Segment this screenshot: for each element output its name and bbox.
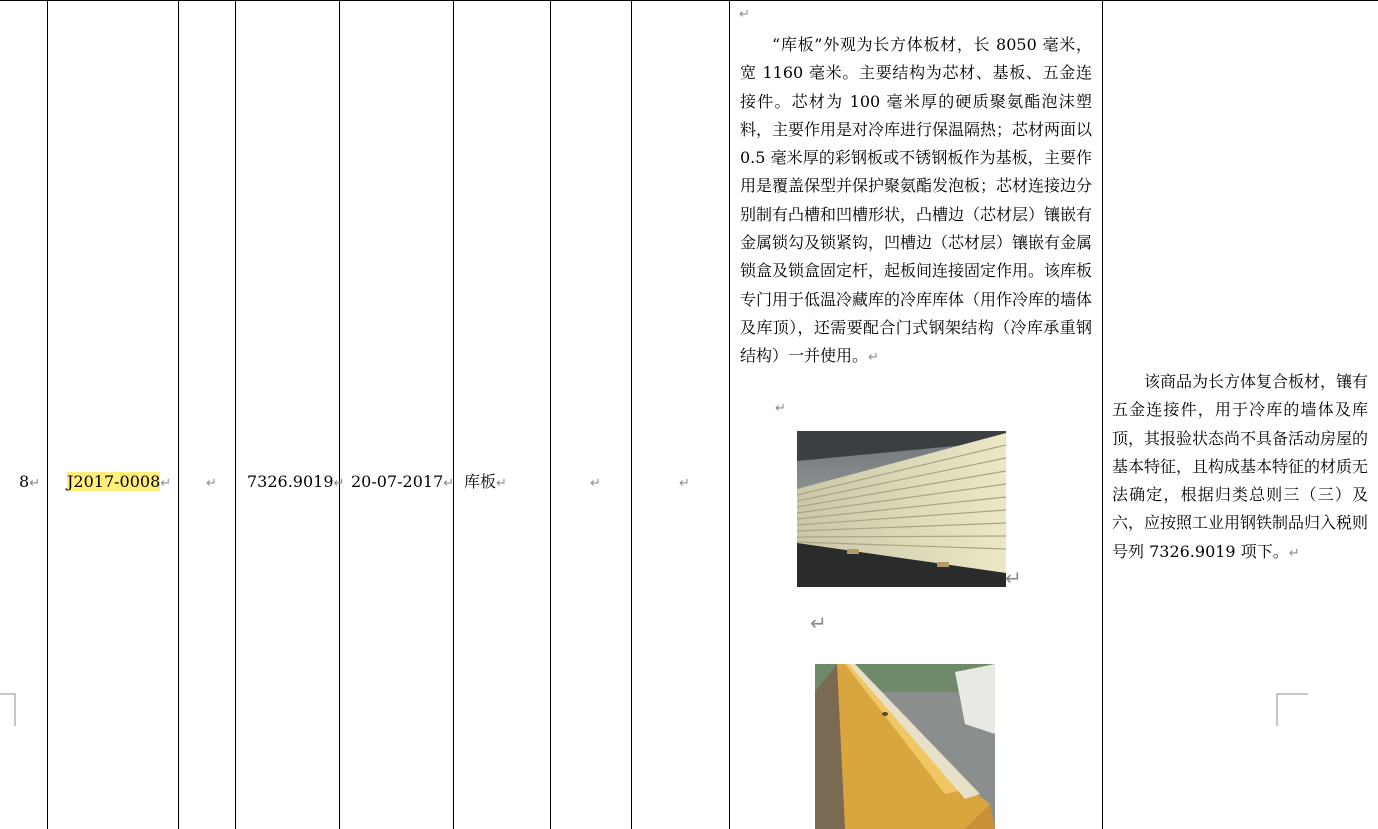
paragraph-mark: ↵ xyxy=(810,611,827,635)
page-corner-mark-left xyxy=(0,693,16,726)
panel-cross-section-photo xyxy=(815,664,995,829)
col7-cell xyxy=(590,473,601,493)
hs-code-cell xyxy=(247,473,344,493)
description-text: “库板”外观为长方体板材，长 8050 毫米，宽 1160 毫米。主要结构为芯材、基板、五金连接件。芯材为 100 毫米厚的硬质聚氨酯泡沫塑料，主要作用是对冷库进行保温隔热；芯材两面以 0.5 毫米厚的彩钢板或不锈钢板作为基板，主要作用是覆盖保型并保护聚氨酯发泡板；芯材连接边分别制有凸槽和凹槽形状，凸槽边（芯材层）镶嵌有金属锁勾及锁紧钩，凹槽边（芯材层）镶嵌有金属锁盒及锁盒固定杆，起板间连接固定作用。该库板专门用于低温冷藏库的冷库库体（用作冷库的墙体及库顶），还需要配合门式钢架结构（冷库承重钢结构）一并使用。 xyxy=(740,35,1093,366)
paragraph-mark: ↵ xyxy=(739,7,750,22)
col-divider-8 xyxy=(729,0,730,829)
stacked-cold-storage-panels-photo xyxy=(797,431,1006,587)
col-divider-6 xyxy=(550,0,551,829)
paragraph-mark: ↵ xyxy=(679,476,690,491)
col-divider-9 xyxy=(1102,0,1103,829)
doc-no-cell xyxy=(67,473,171,493)
name-cell xyxy=(464,473,507,493)
paragraph-mark: ↵ xyxy=(868,350,879,366)
col-divider-2 xyxy=(178,0,179,829)
seq-cell xyxy=(19,473,40,493)
paragraph-mark: ↵ xyxy=(1005,566,1022,590)
paragraph-mark: ↵ xyxy=(496,476,507,491)
col-divider-7 xyxy=(631,0,632,829)
paragraph-mark: ↵ xyxy=(590,476,601,491)
doc-no-value: J2017-0008 xyxy=(67,472,161,491)
date-value: 20-07-2017 xyxy=(351,472,444,491)
description-paragraph xyxy=(740,31,1092,373)
name-value: 库板 xyxy=(464,472,497,491)
hs-code-value: 7326.9019 xyxy=(247,472,334,491)
page-corner-mark-right xyxy=(1276,693,1309,726)
col3-cell xyxy=(206,473,217,493)
paragraph-mark: ↵ xyxy=(1288,545,1300,561)
paragraph-mark: ↵ xyxy=(160,476,172,491)
table-top-border xyxy=(0,0,1378,1)
paragraph-mark: ↵ xyxy=(206,476,217,491)
paragraph-mark: ↵ xyxy=(29,476,41,491)
conclusion-paragraph xyxy=(1112,368,1368,568)
col-divider-1 xyxy=(47,0,48,829)
col-divider-4 xyxy=(339,0,340,829)
paragraph-mark: ↵ xyxy=(775,401,786,416)
paragraph-mark: ↵ xyxy=(333,476,345,491)
col-divider-5 xyxy=(453,0,454,829)
conclusion-text: 该商品为长方体复合板材，镶有五金连接件，用于冷库的墙体及库顶，其报验状态尚不具备活动房屋的基本特征，且构成基本特征的材质无法确定，根据归类总则三（三）及六，应按照工业用钢铁制品归入税则号列 7326.9019 项下。 xyxy=(1112,372,1369,561)
date-cell xyxy=(351,473,454,493)
paragraph-mark: ↵ xyxy=(443,476,455,491)
seq-value: 8 xyxy=(19,472,30,491)
col8-cell xyxy=(679,473,690,493)
col-divider-3 xyxy=(235,0,236,829)
